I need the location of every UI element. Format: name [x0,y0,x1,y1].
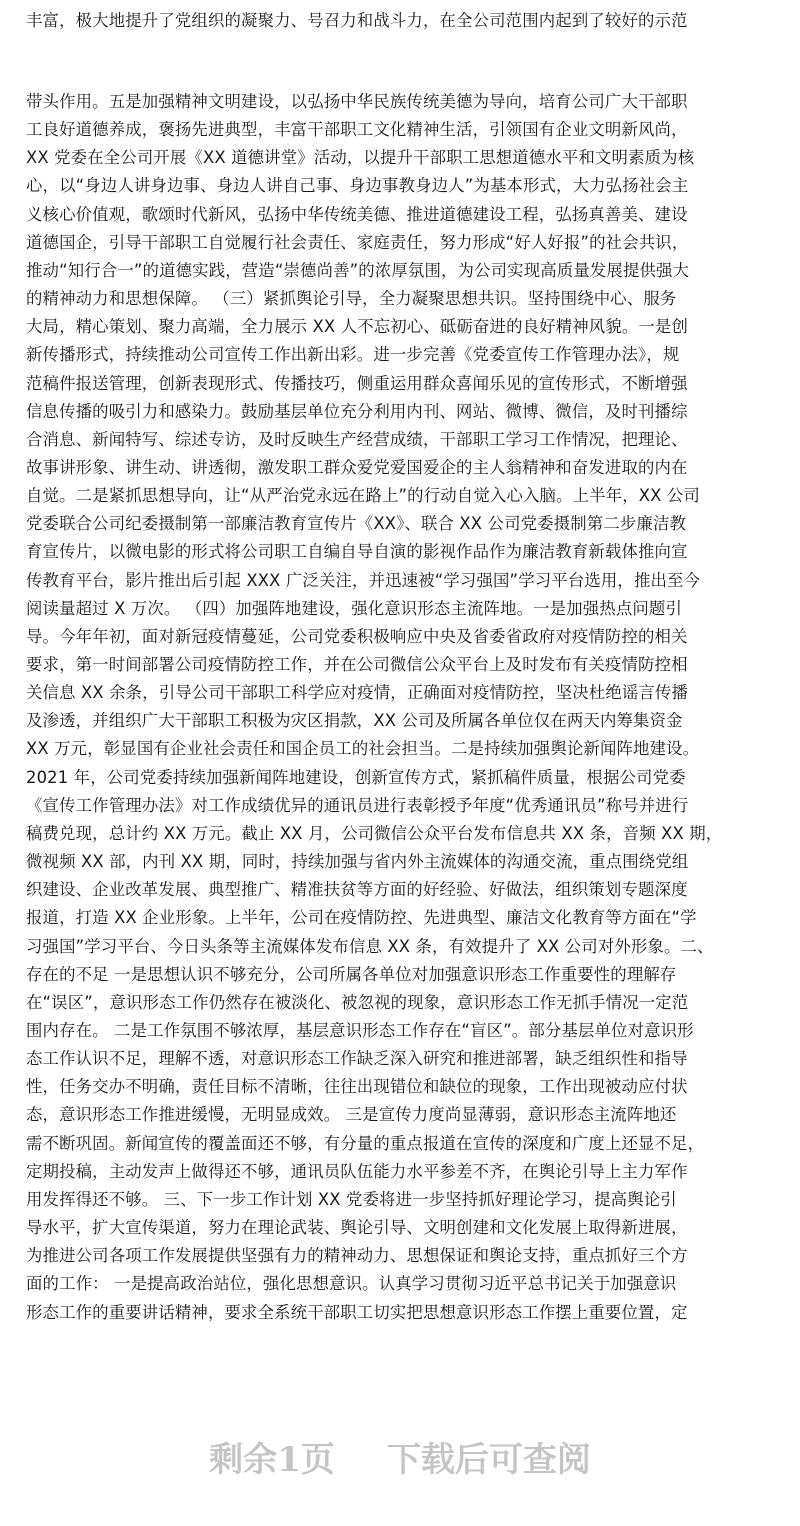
document-line: 需不断巩固。新闻宣传的覆盖面还不够，有分量的重点报道在宣传的深度和广度上还显不足， [26,1133,705,1153]
document-line: 围内存在。 二是工作氛围不够浓厚，基层意识形态工作存在“盲区”。部分基层单位对意识形 [26,1020,694,1040]
document-line: 信息传播的吸引力和感染力。鼓励基层单位充分利用内刊、网站、微博、微信，及时刊播综 [26,401,688,421]
download-to-read-label[interactable]: 下载后可查阅 [386,1439,591,1480]
remaining-pages-label[interactable]: 剩余1页 [209,1439,335,1480]
document-line: 关信息 XX 余条，引导公司干部职工科学应对疫情，正确面对疫情防控，坚决杜绝谣言传播 [26,683,689,703]
document-line: 党委联合公司纪委摄制第一部廉洁教育宣传片《XX》、联合 XX 公司党委摄制第二步廉洁教 [26,514,687,534]
document-line: 及渗透，并组织广大干部职工积极为灾区捐款，XX 公司及所属各单位仅在两天内筹集资金 [26,711,683,731]
document-line: 道德国企，引导干部职工自觉履行社会责任、家庭责任，努力形成“好人好报”的社会共识， [26,232,689,252]
document-line: 自觉。二是紧抓思想导向，让“从严治党永远在路上”的行动自觉入心入脑。上半年，XX 公司 [26,486,700,506]
document-line: 带头作用。五是加强精神文明建设，以弘扬中华民族传统美德为导向，培育公司广大干部职 [26,92,688,111]
document-line: 定期投稿，主动发声上做得还不够，通讯员队伍能力水平参差不齐，在舆论引导上主力军作 [26,1161,688,1181]
document-line: 为推进公司各项工作发展提供坚强有力的精神动力、思想保证和舆论支持，重点抓好三个方 [26,1246,688,1266]
document-line: 形态工作的重要讲话精神，要求全系统干部职工切实把思想意识形态工作摆上重要位置，定 [26,1302,688,1322]
document-line: 导。今年年初，面对新冠疫情蔓延，公司党委积极响应中央及省委省政府对疫情防控的相关 [26,626,688,646]
document-line: 心，以“身边人讲身边事、身边人讲自己事、身边事教身边人”为基本形式，大力弘扬社会主 [26,176,689,196]
document-line: XX 党委在全公司开展《XX 道德讲堂》活动，以提升干部职工思想道德水平和文明素质为核 [26,148,695,168]
document-line: 育宣传片，以微电影的形式将公司职工自编自导自演的影视作品作为廉洁教育新载体推向宣 [26,542,688,562]
document-line: 合消息、新闻特写、综述专访，及时反映生产经营成绩，干部职工学习工作情况，把理论、 [26,429,688,449]
document-line: 态，意识形态工作推进缓慢，无明显成效。 三是宣传力度尚显薄弱，意识形态主流阵地还 [26,1105,677,1125]
document-line: 态工作认识不足，理解不透，对意识形态工作缺乏深入研究和推进部署，缺乏组织性和指导 [26,1049,688,1069]
document-line: 传教育平台，影片推出后引起 XXX 广泛关注，并迅速被“学习强国”学习平台选用，推出至今 [26,570,701,590]
document-line: 报道，打造 XX 企业形象。上半年，公司在疫情防控、先进典型、廉洁文化教育等方面在“学 [26,908,697,928]
document-line: 存在的不足 一是思想认识不够充分，公司所属各单位对加强意识形态工作重要性的理解存 [26,964,677,984]
document-line: 导水平，扩大宣传渠道，努力在理论武装、舆论引导、文明创建和文化发展上取得新进展， [26,1218,688,1237]
document-line: 范稿件报送管理，创新表现形式、传播技巧，侧重运用群众喜闻乐见的宣传形式，不断增强 [26,373,688,393]
document-line: 的精神动力和思想保障。 （三）紧抓舆论引导，全力凝聚思想共识。坚持围绕中心、服务 [26,289,677,308]
document-line: 用发挥得还不够。 三、下一步工作计划 XX 党委将进一步坚持抓好理论学习，提高舆论引 [26,1189,677,1209]
document-line: 《宣传工作管理办法》对工作成绩优异的通讯员进行表彰授予年度“优秀通讯员”称号并进行 [26,795,689,815]
document-line: 义核心价值观，歌颂时代新风，弘扬中华传统美德、推进道德建设工程，弘扬真善美、建设 [26,204,688,224]
document-line: 在“误区”，意识形态工作仍然存在被淡化、被忽视的现象，意识形态工作无抓手情况一定范 [26,992,689,1012]
document-line: 习强国”学习平台、今日头条等主流媒体发布信息 XX 条，有效提升了 XX 公司对外形象。二、 [26,936,714,956]
document-line: 工良好道德养成，褒扬先进典型，丰富干部职工文化精神生活，引领国有企业文明新风尚， [26,120,688,140]
document-line: 新传播形式，持续推动公司宣传工作出新出彩。进一步完善《党委宣传工作管理办法》，规 [26,345,680,365]
document-line: 故事讲形象、讲生动、讲透彻，激发职工群众爱党爱国爱企的主人翁精神和奋发进取的内在 [26,457,688,477]
document-line: 面的工作： 一是提高政治站位，强化思想意识。认真学习贯彻习近平总书记关于加强意识 [26,1274,677,1294]
document-line: 大局，精心策划、聚力高端，全力展示 XX 人不忘初心、砥砺奋进的良好精神风貌。一是创 [26,317,689,337]
document-line: 阅读量超过 X 万次。 （四）加强阵地建设，强化意识形态主流阵地。一是加强热点问题引 [26,598,683,618]
document-line: 性，任务交办不明确，责任目标不清晰，往往出现错位和缺位的现象，工作出现被动应付状 [26,1077,688,1097]
document-line: XX 万元，彰显国有企业社会责任和国企员工的社会担当。二是持续加强舆论新闻阵地建设。 [26,739,700,759]
document-line-top: 丰富，极大地提升了党组织的凝聚力、号召力和战斗力，在全公司范围内起到了较好的示范 [26,11,688,30]
document-line: 织建设、企业改革发展、典型推广、精准扶贫等方面的好经验、好做法，组织策划专题深度 [26,880,688,900]
document-line: 稿费兑现，总计约 XX 万元。截止 XX 月，公司微信公众平台发布信息共 XX 条，音频 XX 期， [26,823,723,843]
download-prompt[interactable] [0,1428,800,1484]
document-line: 推动“知行合一”的道德实践，营造“崇德尚善”的浓厚氛围，为公司实现高质量发展提供强大 [26,260,690,280]
document-line: 2021 年，公司党委持续加强新闻阵地建设，创新宣传方式，紧抓稿件质量，根据公司党委 [26,767,686,787]
document-line: 微视频 XX 部，内刊 XX 期，同时，持续加强与省内外主流媒体的沟通交流，重点围绕党组 [26,852,689,871]
document-line: 要求，第一时间部署公司疫情防控工作，并在公司微信公众平台上及时发布有关疫情防控相 [26,655,688,674]
